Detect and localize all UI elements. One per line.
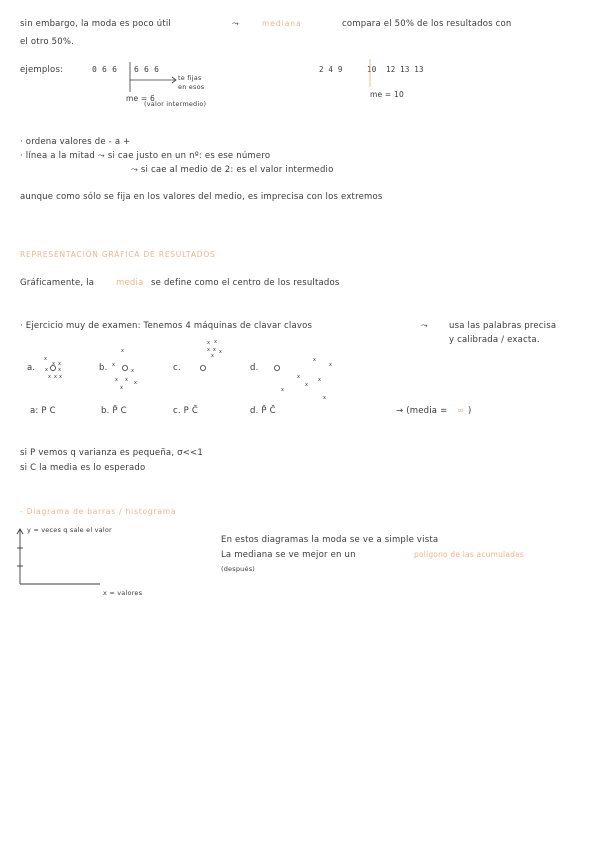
svg-text:x: x (58, 361, 61, 367)
section-heading-graphic: REPRESENTACIÓN GRÁFICA DE RESULTADOS (20, 250, 216, 259)
target-c-center-icon (200, 365, 205, 370)
target-d-center-icon (274, 365, 279, 370)
svg-text:x: x (112, 362, 115, 368)
calibration-note: si C la media es lo esperado (20, 463, 146, 473)
svg-text:x: x (125, 377, 128, 383)
svg-text:x: x (134, 380, 137, 386)
media-note-c: ) (468, 406, 472, 416)
example2-rest: 12 13 13 (386, 65, 424, 74)
example1-seq-box: 6 6 6 (134, 65, 160, 74)
examples-label: ejemplos: (20, 65, 64, 75)
svg-text:x: x (297, 374, 300, 380)
step-between: ⤳ si cae al medio de 2: es el valor intermedio (131, 165, 334, 175)
target-c-marks (207, 339, 222, 359)
svg-text:x: x (54, 374, 57, 380)
target-label-c: c. (173, 363, 181, 373)
precision-note: si P vemos q varianza es pequeña, σ<<1 (20, 448, 203, 458)
svg-text:x: x (329, 362, 332, 368)
svg-text:x: x (131, 368, 134, 374)
target-b-marks (112, 348, 137, 391)
step-order: · ordena valores de - a + (20, 137, 131, 147)
example2-seq: 2 4 9 (319, 65, 343, 74)
svg-text:x: x (58, 367, 61, 373)
intro-arrow-icon: ⤳ (232, 19, 240, 29)
svg-text:x: x (214, 339, 217, 345)
answer-d: d. P̄ C̄ (250, 406, 276, 416)
svg-text:x: x (45, 367, 48, 373)
target-b-center-icon (122, 365, 127, 370)
answer-a: a: P C (30, 406, 56, 416)
svg-text:x: x (281, 387, 284, 393)
svg-text:x: x (59, 374, 62, 380)
svg-text:x: x (323, 395, 326, 401)
media-note-a: → (media = (396, 406, 448, 416)
example2-median: me = 10 (370, 90, 404, 99)
example1-note-b: en esos (178, 83, 205, 91)
extremes-note: aunque como sólo se fija en los valores del medio, es imprecisa con los extremos (20, 192, 383, 202)
svg-text:x: x (52, 361, 55, 367)
exercise-arrow-icon: ⤳ (421, 321, 429, 331)
svg-text:x: x (219, 349, 222, 355)
exercise-line-b: usa las palabras precisa (449, 321, 557, 331)
intro-line1-a: sin embargo, la moda es poco útil (20, 19, 171, 29)
histogram-text2-b: polígono de las acumuladas (414, 550, 524, 559)
target-label-b: b. (99, 363, 108, 373)
graphic-media-word: media (116, 278, 144, 288)
svg-text:x: x (48, 374, 51, 380)
example2-mark: 10 (367, 65, 377, 74)
histogram-text2-a: La mediana se ve mejor en un (221, 550, 356, 560)
example1-median-note: (valor intermedio) (144, 100, 207, 108)
example1-seq: 0 6 6 (92, 65, 118, 74)
histogram-y-label: y = veces q sale el valor (27, 526, 112, 534)
intro-line1-c: compara el 50% de los resultados con (342, 19, 512, 29)
section-heading-histogram: - Diagrama de barras / histograma (20, 507, 177, 516)
media-note-infinity: ∞ (457, 406, 465, 416)
target-d-marks (281, 357, 332, 401)
histogram-x-label: x = valores (103, 589, 143, 597)
svg-text:x: x (121, 348, 124, 354)
target-label-d: d. (250, 363, 259, 373)
answer-b: b. P̄ C (101, 406, 127, 416)
intro-mediana: mediana (262, 19, 302, 28)
answer-c: c. P C̄ (173, 406, 199, 416)
example1-median: me = 6 (126, 94, 155, 103)
example1-note-a: te fijas (178, 74, 202, 82)
target-a-marks (44, 356, 62, 380)
histogram-text1: En estos diagramas la moda se ve a simple vista (221, 535, 439, 545)
graphic-line-a: Gráficamente, la (20, 278, 95, 288)
svg-text:x: x (44, 356, 47, 362)
svg-text:x: x (115, 377, 118, 383)
graphic-line-b: se define como el centro de los resultados (151, 278, 340, 288)
svg-text:x: x (313, 357, 316, 363)
exercise-line-a: · Ejercicio muy de examen: Tenemos 4 máquinas de clavar clavos (20, 321, 313, 331)
svg-text:x: x (207, 347, 210, 353)
svg-text:x: x (120, 385, 123, 391)
step-midline: · línea a la mitad ⤳ si cae justo en un nº: es ese número (20, 151, 271, 161)
histogram-text3: (después) (221, 565, 256, 573)
target-label-a: a. (27, 363, 36, 373)
svg-text:x: x (305, 382, 308, 388)
svg-text:x: x (211, 353, 214, 359)
target-a-center-icon (50, 365, 55, 370)
svg-text:x: x (213, 347, 216, 353)
svg-text:x: x (207, 340, 210, 346)
exercise-line-c: y calibrada / exacta. (449, 335, 540, 345)
histogram-axes (17, 529, 100, 584)
intro-line2: el otro 50%. (20, 37, 75, 47)
svg-text:x: x (318, 377, 321, 383)
